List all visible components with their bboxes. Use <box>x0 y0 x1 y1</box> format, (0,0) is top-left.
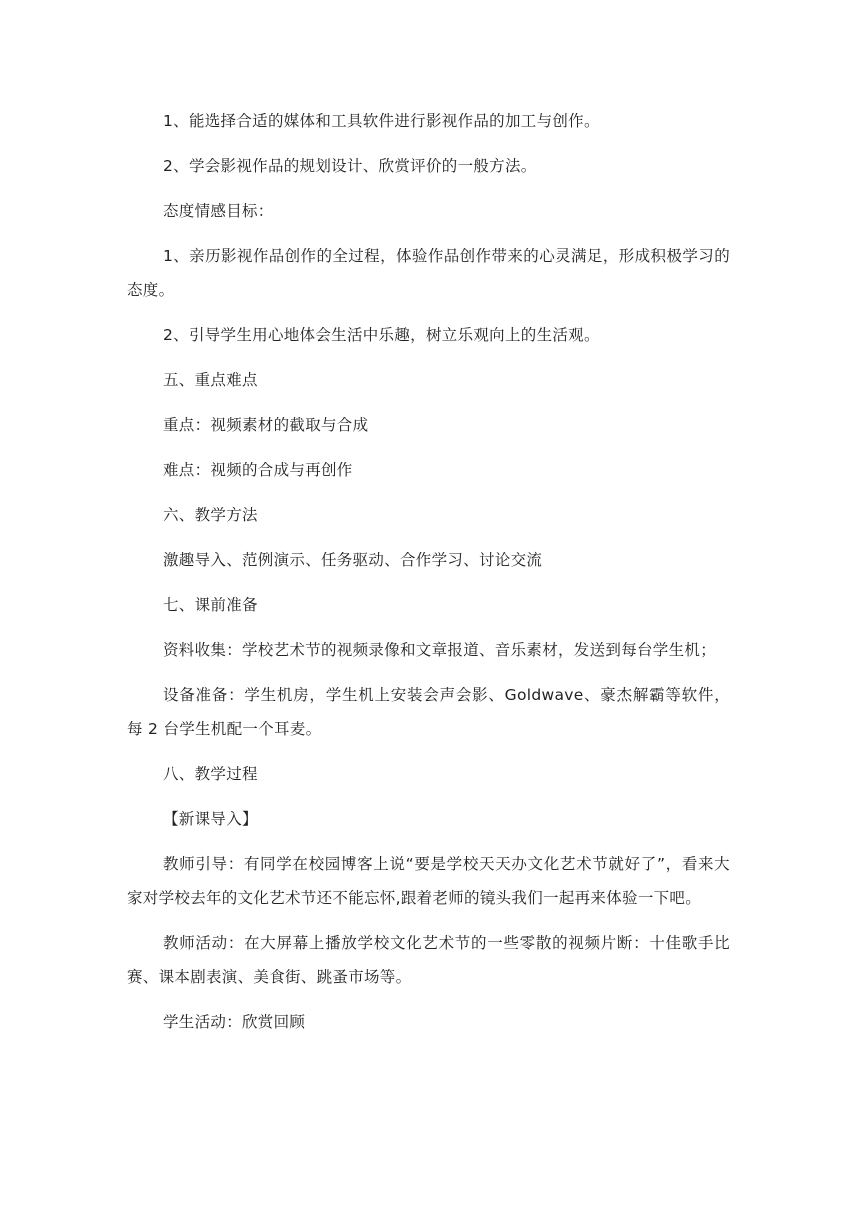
paragraph-teacher-activity: 教师活动：在大屏幕上播放学校文化艺术节的一些零散的视频片断：十佳歌手比赛、课本剧表演、美食街、跳蚤市场等。 <box>127 934 730 986</box>
paragraph-student-activity: 学生活动：欣赏回顾 <box>163 1013 306 1031</box>
paragraph-equipment: 设备准备：学生机房，学生机上安装会声会影、Goldwave、豪杰解霸等软件，每 2 台学生机配一个耳麦。 <box>127 686 730 738</box>
paragraph-attitude-2: 2、引导学生用心地体会生活中乐趣，树立乐观向上的生活观。 <box>163 326 600 344</box>
paragraph-teaching-methods: 激趣导入、范例演示、任务驱动、合作学习、讨论交流 <box>163 551 543 569</box>
paragraph-teacher-guide: 教师引导：有同学在校园博客上说“要是学校天天办文化艺术节就好了”，看来大家对学校去年的文化艺术节还不能忘怀,跟着老师的镜头我们一起再来体验一下吧。 <box>127 855 730 907</box>
heading-key-points: 五、重点难点 <box>163 371 258 389</box>
document-body <box>127 104 730 1050</box>
heading-preparation: 七、课前准备 <box>163 596 258 614</box>
heading-new-lesson-intro: 【新课导入】 <box>163 810 258 828</box>
paragraph-skill-1: 1、能选择合适的媒体和工具软件进行影视作品的加工与创作。 <box>163 112 600 130</box>
paragraph-difficulty: 难点：视频的合成与再创作 <box>163 461 353 479</box>
paragraph-skill-2: 2、学会影视作品的规划设计、欣赏评价的一般方法。 <box>163 157 537 175</box>
heading-attitude-goals: 态度情感目标： <box>163 202 274 220</box>
paragraph-key-point: 重点：视频素材的截取与合成 <box>163 416 369 434</box>
paragraph-materials: 资料收集：学校艺术节的视频录像和文章报道、音乐素材，发送到每台学生机； <box>163 641 717 659</box>
paragraph-attitude-1: 1、亲历影视作品创作的全过程，体验作品创作带来的心灵满足，形成积极学习的态度。 <box>127 247 730 299</box>
heading-teaching-methods: 六、教学方法 <box>163 506 258 524</box>
heading-teaching-process: 八、教学过程 <box>163 765 258 783</box>
